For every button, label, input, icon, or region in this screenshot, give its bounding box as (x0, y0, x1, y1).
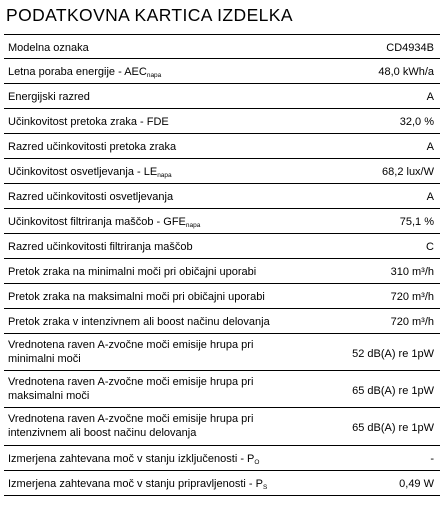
label-subscript: O (254, 459, 260, 466)
row-label-noise-max: Vrednotena raven A-zvočne moči emisije hrupa pri maksimalni moči (8, 376, 254, 402)
row-label-airflow-min: Pretok zraka na minimalni moči pri običajni uporabi (8, 266, 257, 278)
row-value-energy-class: A (426, 91, 434, 103)
row-label-airflow-max: Pretok zraka na maksimalni moči pri običajni uporabi (8, 291, 265, 303)
row-value-power-off: - (430, 453, 434, 465)
row-value-airflow-max: 720 m³/h (390, 291, 434, 303)
row-label-airflow-boost: Pretok zraka v intenzivnem ali boost načinu delovanja (8, 316, 270, 328)
row-label-fde-class: Razred učinkovitosti pretoka zraka (8, 141, 177, 153)
table-row (4, 259, 440, 284)
label-subscript: S (262, 484, 268, 491)
row-value-le: 68,2 lux/W (382, 166, 434, 178)
row-label-model: Modelna oznaka (8, 42, 89, 54)
table-row (4, 371, 440, 408)
row-label-energy-class: Energijski razred (8, 91, 90, 103)
row-value-model: CD4934B (386, 42, 434, 54)
row-label-le: Učinkovitost osvetljevanja - $LE_{napa}$ (8, 166, 172, 179)
sheet-title: PODATKOVNA KARTICA IZDELKA (6, 5, 293, 25)
table-row (4, 309, 440, 334)
row-value-fde: 32,0 % (399, 116, 434, 128)
row-value-gfe-class: C (426, 241, 434, 253)
row-label-fde: Učinkovitost pretoka zraka - FDE (8, 116, 169, 128)
table-row (4, 59, 440, 84)
row-value-noise-min: 52 dB(A) re 1pW (352, 348, 434, 360)
row-label-annual-energy: Letna poraba energije - $AEC_{napa}$ (8, 66, 162, 79)
table-row (4, 284, 440, 309)
table-row (4, 159, 440, 184)
product-data-sheet (4, 0, 440, 496)
table-row (4, 234, 440, 259)
label-subscript: napa (157, 172, 172, 179)
row-value-airflow-boost: 720 m³/h (390, 316, 434, 328)
row-label-noise-min: Vrednotena raven A-zvočne moči emisije hrupa pri minimalni moči (8, 339, 254, 365)
row-value-gfe: 75,1 % (399, 216, 434, 228)
row-label-noise-boost: Vrednotena raven A-zvočne moči emisije hrupa pri intenzivnem ali boost načinu delovanja (8, 413, 254, 439)
spec-table (4, 35, 440, 496)
row-value-airflow-min: 310 m³/h (390, 266, 434, 278)
row-label-gfe-class: Razred učinkovitosti filtriranja maščob (8, 241, 193, 253)
row-label-gfe: Učinkovitost filtriranja maščob - $GFE_{napa}$ (8, 216, 201, 229)
table-row (4, 408, 440, 446)
row-value-annual-energy: 48,0 kWh/a (378, 66, 434, 78)
table-row (4, 109, 440, 134)
table-row (4, 334, 440, 371)
table-row (4, 209, 440, 234)
label-subscript: napa (185, 222, 201, 229)
row-value-le-class: A (426, 191, 434, 203)
table-row (4, 134, 440, 159)
table-row (4, 471, 440, 496)
row-value-noise-boost: 65 dB(A) re 1pW (352, 422, 434, 434)
row-value-fde-class: A (426, 141, 434, 153)
row-label-le-class: Razred učinkovitosti osvetljevanja (8, 191, 174, 203)
table-row (4, 35, 440, 59)
table-row (4, 84, 440, 109)
label-subscript: napa (146, 72, 162, 79)
row-value-power-standby: 0,49 W (399, 478, 434, 490)
table-row (4, 184, 440, 209)
row-label-power-off: Izmerjena zahtevana moč v stanju izključenosti - $P_O$ (8, 453, 260, 466)
row-value-noise-max: 65 dB(A) re 1pW (352, 385, 434, 397)
table-row (4, 446, 440, 471)
row-label-power-standby: Izmerjena zahtevana moč v stanju pripravljenosti - $P_S$ (8, 478, 268, 491)
